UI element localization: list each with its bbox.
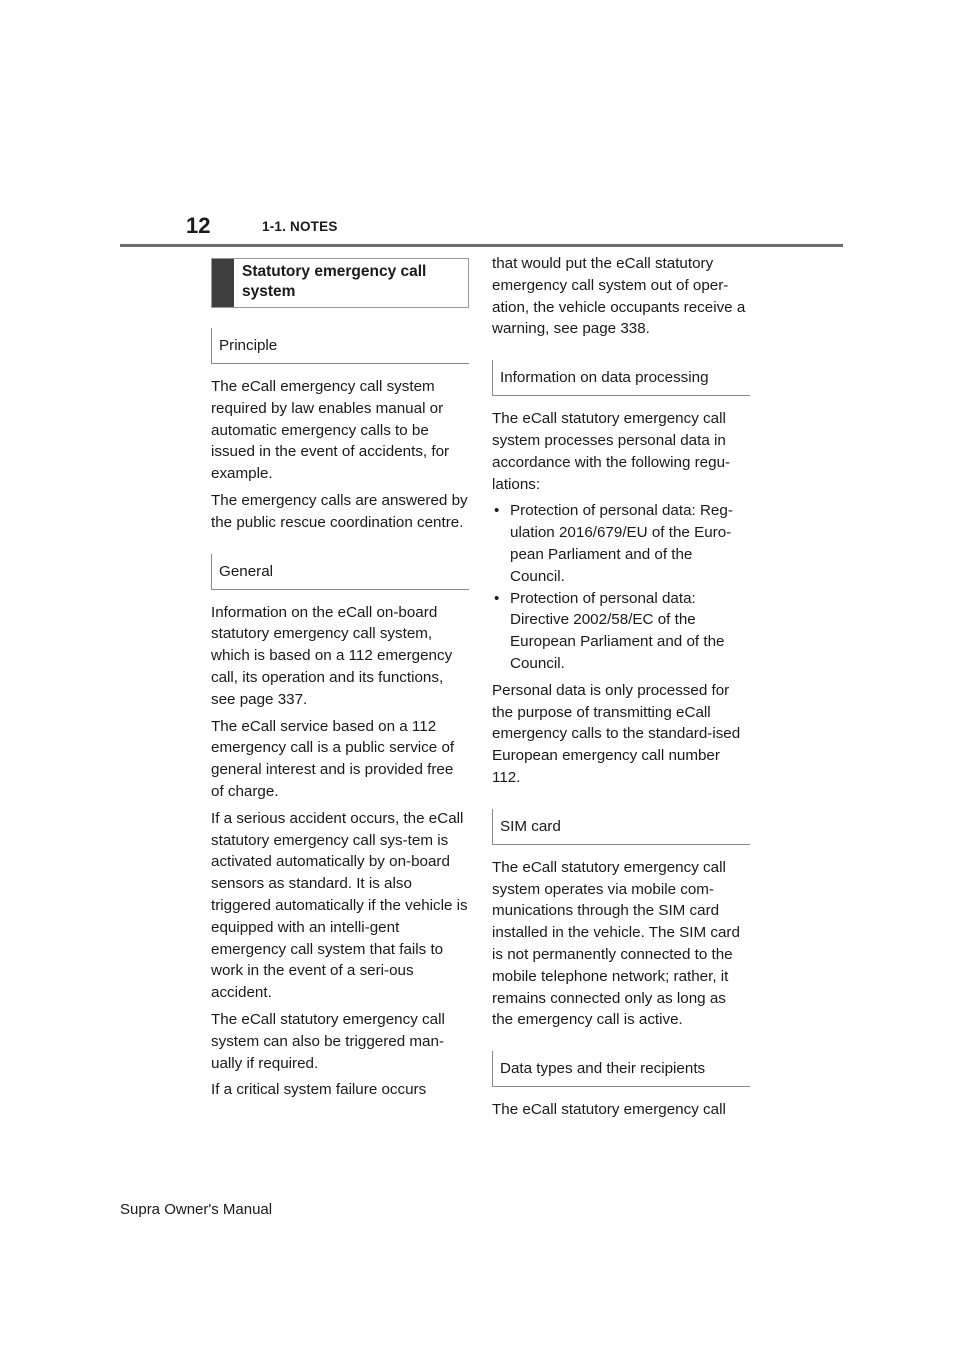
paragraph: The eCall service based on a 112 emergency call is a public service of general interest and is provided free of charge. [211,717,455,800]
paragraph: that would put the eCall statutory emergency call system out of oper-ation, the vehicle occupants receive a warning, see page 338. [492,255,746,338]
paragraph: The eCall statutory emergency call system processes personal data in accordance with the following regu-lations: [492,410,731,493]
paragraph: The eCall statutory emergency call system operates via mobile com-munications through the SIM card installed in the vehicle. The SIM card is not permanently connected to the mobile telephone network; rather, it remains connected only as long as the emergency call is active. [492,858,740,1029]
header-rule [120,244,843,247]
list-item: • Protection of personal data: Directive 2002/58/EC of the European Parliament and of the Council. [492,588,750,675]
subheading-data-processing: Information on data processing [492,360,750,396]
paragraph: If a serious accident occurs, the eCall statutory emergency call sys-tem is activated automatically by on-board sensors as standard. It is also triggered automatically if the vehicle is equipped with an intelli-gent emergency call system that fails to work in the event of a seri-ous accident. [211,809,468,1002]
paragraph: If a critical system failure occurs [211,1081,427,1099]
page-number: 12 [186,213,211,238]
paragraph: The eCall emergency call system required by law enables manual or automatic emergency calls to be issued in the event of accidents, for example. [211,378,450,483]
boxed-section-heading [211,258,469,308]
subheading-sim-card: SIM card [492,809,750,845]
boxed-heading-text: Statutory emergency call system [242,263,427,300]
paragraph: The eCall statutory emergency call [492,1101,726,1119]
left-column [211,258,469,1106]
section-label: 1-1. NOTES [262,219,338,234]
footer-manual-title: Supra Owner's Manual [120,1201,273,1218]
list-item: • Protection of personal data: Reg-ulation 2016/679/EU of the Euro-pean Parliament and of the Council. [492,500,750,587]
paragraph: The emergency calls are answered by the public rescue coordination centre. [211,491,468,531]
subheading-general: General [211,554,469,590]
paragraph: Personal data is only processed for the purpose of transmitting eCall emergency calls to the standard-ised European emergency call number 112. [492,681,741,786]
heading-bar [212,259,234,307]
subheading-principle: Principle [211,328,469,364]
right-column [492,253,750,1126]
paragraph: The eCall statutory emergency call system can also be triggered man-ually if required. [211,1010,445,1072]
paragraph: Information on the eCall on-board statutory emergency call system, which is based on a 112 emergency call, its operation and its functions, see page 337. [211,603,453,708]
subheading-data-types: Data types and their recipients [492,1051,750,1087]
bullet-list [492,500,750,674]
